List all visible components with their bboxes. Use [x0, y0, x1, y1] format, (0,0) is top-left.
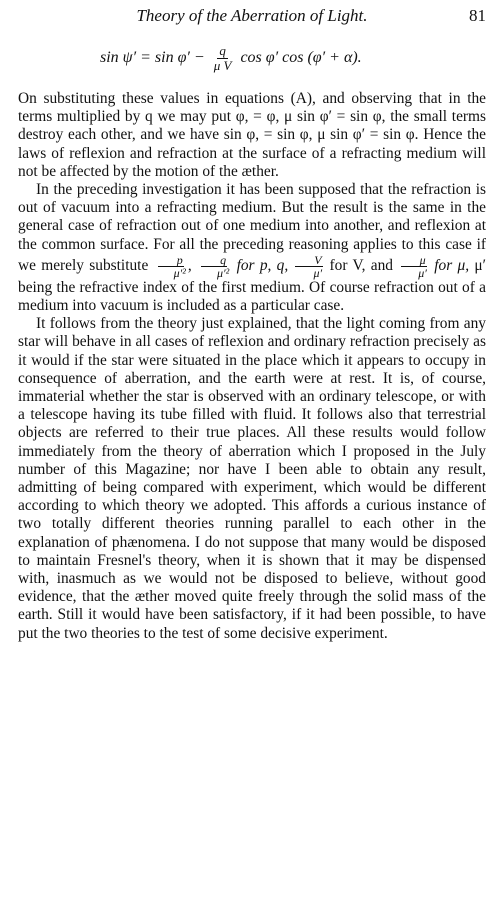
substitution-text-3: for V, and — [329, 256, 393, 274]
inline-fraction-denominator: μ′ — [313, 265, 323, 280]
inline-fraction-numerator: q — [201, 254, 227, 267]
inline-fraction-numerator: V — [295, 254, 322, 267]
inline-fraction-denominator: μ′ — [418, 265, 427, 280]
display-equation — [100, 44, 362, 72]
paragraph-3: It follows from the theory just explained, that the light coming from any star will behave in all cases of reflexion and ordinary refraction precisely as it would if the star were situated in the place which it appears to occupy in consequence of aberration, and the earth were at rest. It is, of course, immaterial whether the star is observed with an ordinary telescope, or with a telescope having its tube filled with fluid. It follows also that terrestrial objects are referred to their true places. All these results would follow immediately from the theory of aberration which I proposed in the July number of this Magazine; nor have I been able to obtain any result, admitting of being compared with experiment, which would be different according to which theory we adopted. This affords a curious instance of two totally different theories running parallel to each other in the explanation of phænomena. I do not suppose that many would be disposed to maintain Fresnel's theory, when it is shown that it may be dispensed with, inasmuch as we would not be disposed to believe, without good evidence, that the æther moved quite freely through the solid mass of the earth. Still it would have been satisfactory, if it had been possible, to have put the two theories to the test of some decisive experiment. — [18, 315, 486, 642]
inline-fraction-v — [295, 254, 324, 279]
paragraph-1: On substituting these values in equations (A), and observing that in the terms multiplied by q we may put φ, = φ, μ sin φ′ = sin φ, the small terms destroy each other, and we have sin φ, = sin φ, μ sin φ′ = sin φ. Hence the laws of reflexion and refraction at the surface of a refracting medium will not be affected by the motion of the æther. — [18, 90, 486, 180]
running-title: Theory of the Aberration of Light. — [136, 6, 368, 25]
substitution-text-1: if we merely substitute — [18, 235, 486, 274]
inline-fraction-q — [198, 254, 230, 279]
body-text — [18, 90, 486, 643]
substitution-text-5: μ′ being the refractive index of the first medium. Of course refraction out of a medium into vacuum is included as a particular case. — [18, 256, 487, 315]
equation-fraction — [212, 44, 234, 72]
page-number: 81 — [469, 6, 486, 25]
inline-fraction-numerator: p — [158, 254, 184, 267]
substitution-text-2: for p, q, — [236, 256, 289, 274]
inline-fraction-mu — [399, 254, 428, 279]
inline-fraction-p — [155, 254, 187, 279]
fraction-numerator: q — [219, 43, 226, 58]
fraction-denominator: μ V — [213, 57, 232, 73]
paragraph-2: In the preceding investigation it has been supposed that the refraction is out of vacuum into a refracting medium. But the result is the same in the general case of refraction out of one medium into another, and reflexion at the common surface. For all the preceding reasoning applies to this case if we merely substitute $\frac{p}{\text{μ′²}}$ , $\frac{q}{\text{μ′²}}$ for p, q, $\frac{V}{\mu'}$ for V, and $\frac{\mu}{\mu'}$ for μ, μ′ being the refractive index of the first medium. Of course refraction out of a medium into vacuum is included as a particular case. — [18, 181, 487, 315]
equation-lhs: sin ψ′ = sin φ′ − — [100, 49, 205, 67]
inline-fraction-denominator: μ′² — [217, 265, 230, 280]
substitution-text-4: for μ, — [434, 256, 470, 274]
inline-fraction-denominator: μ′² — [173, 265, 186, 280]
equation-rhs: cos φ′ cos (φ′ + α). — [240, 49, 362, 67]
inline-fraction-numerator: μ — [401, 254, 427, 267]
paragraph-2-text: In the preceding investigation it has been supposed that the refraction is out of vacuum into a refracting medium. But the result is the same in the general case of refraction out of one medium into another, and reflexion at the common surface. For all the preceding reasoning applies to this case — [18, 181, 486, 253]
